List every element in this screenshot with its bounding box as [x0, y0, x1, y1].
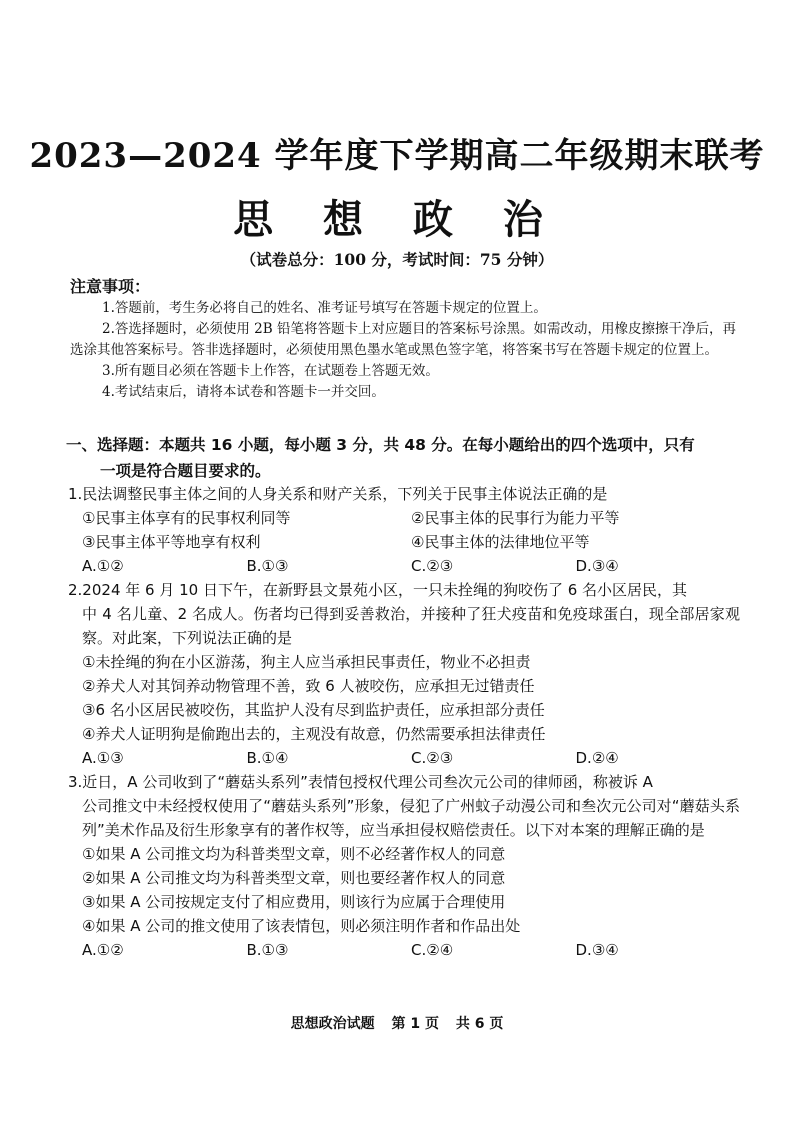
- exam-title: 2023—2024 学年度下学期高二年级期末联考: [29, 136, 765, 176]
- questions-list: [68, 482, 740, 962]
- section-line: 一项是符合题目要求的。: [100, 462, 271, 480]
- statement: ②养犬人对其饲养动物管理不善，致 6 人被咬伤，应承担无过错责任: [82, 677, 535, 695]
- option-d: D.②④: [575, 749, 619, 767]
- statement: ④民事主体的法律地位平等: [411, 533, 590, 551]
- option-d: D.③④: [575, 941, 619, 959]
- section-line: 一、选择题：本题共 16 小题，每小题 3 分，共 48 分。在每小题给出的四个选项中，只有: [66, 436, 695, 454]
- statement-grid: [68, 506, 740, 554]
- option-c: C.②③: [411, 749, 454, 767]
- footer-total-pages: 共 6 页: [455, 1016, 504, 1032]
- statement: ①未拴绳的狗在小区游荡，狗主人应当承担民事责任，物业不必担责: [82, 653, 531, 671]
- option-c: C.②③: [411, 557, 454, 575]
- section-heading: [66, 432, 744, 484]
- notice-item: 4.考试结束后，请将本试卷和答题卡一并交回。: [102, 384, 385, 400]
- footer-test-name: 思想政治试题: [290, 1016, 375, 1032]
- statement: ③如果 A 公司按规定支付了相应费用，则该行为应属于合理使用: [82, 893, 506, 911]
- question-2: [68, 578, 740, 770]
- notice-item: 1.答题前，考生务必将自己的姓名、准考证号填写在答题卡规定的位置上。: [102, 300, 547, 316]
- question-stem: 2.2024 年 6 月 10 日下午，在新野县文景苑小区，一只未拴绳的狗咬伤了 6 名小区居民，其: [68, 581, 688, 599]
- option-b: B.①③: [246, 941, 289, 959]
- statement: ④如果 A 公司的推文使用了该表情包，则必须注明作者和作品出处: [82, 917, 521, 935]
- question-3: [68, 770, 740, 962]
- statement: ①民事主体享有的民事权利同等: [82, 509, 291, 527]
- question-stem-continued: 中 4 名儿童、2 名成人。伤者均已得到妥善救治，并接种了狂犬疫苗和免疫球蛋白，现全部居家观察。对此案，下列说法正确的是: [82, 605, 740, 647]
- notice-item: 3.所有题目必须在答题卡上作答，在试题卷上答题无效。: [102, 363, 439, 379]
- notice-heading: 注意事项：: [70, 277, 151, 296]
- option-a: A.①②: [82, 941, 124, 959]
- option-b: B.①④: [246, 749, 289, 767]
- option-b: B.①③: [246, 557, 289, 575]
- answer-options: [68, 554, 740, 578]
- answer-options: [68, 746, 740, 770]
- statement: ③6 名小区居民被咬伤，其监护人没有尽到监护责任，应承担部分责任: [82, 701, 545, 719]
- statement: ②如果 A 公司推文均为科普类型文章，则也要经著作权人的同意: [82, 869, 506, 887]
- question-1: [68, 482, 740, 578]
- option-a: A.①③: [82, 749, 124, 767]
- statement: ①如果 A 公司推文均为科普类型文章，则不必经著作权人的同意: [82, 845, 506, 863]
- option-a: A.①②: [82, 557, 124, 575]
- footer-page-number: 第 1 页: [391, 1016, 439, 1032]
- statement: ②民事主体的民事行为能力平等: [411, 509, 620, 527]
- option-d: D.③④: [575, 557, 619, 575]
- subject-title: 思 想 政 治: [233, 196, 561, 243]
- exam-info: （试卷总分：100 分，考试时间：75 分钟）: [240, 250, 554, 269]
- statement: ④养犬人证明狗是偷跑出去的，主观没有故意，仍然需要承担法律责任: [82, 725, 546, 743]
- notice-block: [70, 276, 740, 403]
- question-stem: 1.民法调整民事主体之间的人身关系和财产关系，下列关于民事主体说法正确的是: [68, 485, 608, 503]
- page-footer: [0, 1013, 794, 1033]
- statement: ③民事主体平等地享有权利: [82, 533, 261, 551]
- question-stem: 3.近日，A 公司收到了“蘑菇头系列”表情包授权代理公司叁次元公司的律师函，称被诉 A: [68, 773, 653, 791]
- notice-item: 2.答选择题时，必须使用 2B 铅笔将答题卡上对应题目的答案标号涂黑。如需改动，用橡皮擦擦干净后，再选涂其他答案标号。答非选择题时，必须使用黑色墨水笔或黑色签字笔，将答案书写在答题卡规定的位置上。: [70, 321, 736, 358]
- answer-options: [68, 938, 740, 962]
- option-c: C.②④: [411, 941, 454, 959]
- question-stem-continued: 公司推文中未经授权使用了“蘑菇头系列”形象，侵犯了广州蚊子动漫公司和叁次元公司对“蘑菇头系列”美术作品及衍生形象享有的著作权等，应当承担侵权赔偿责任。以下对本案的理解正确的是: [82, 797, 740, 839]
